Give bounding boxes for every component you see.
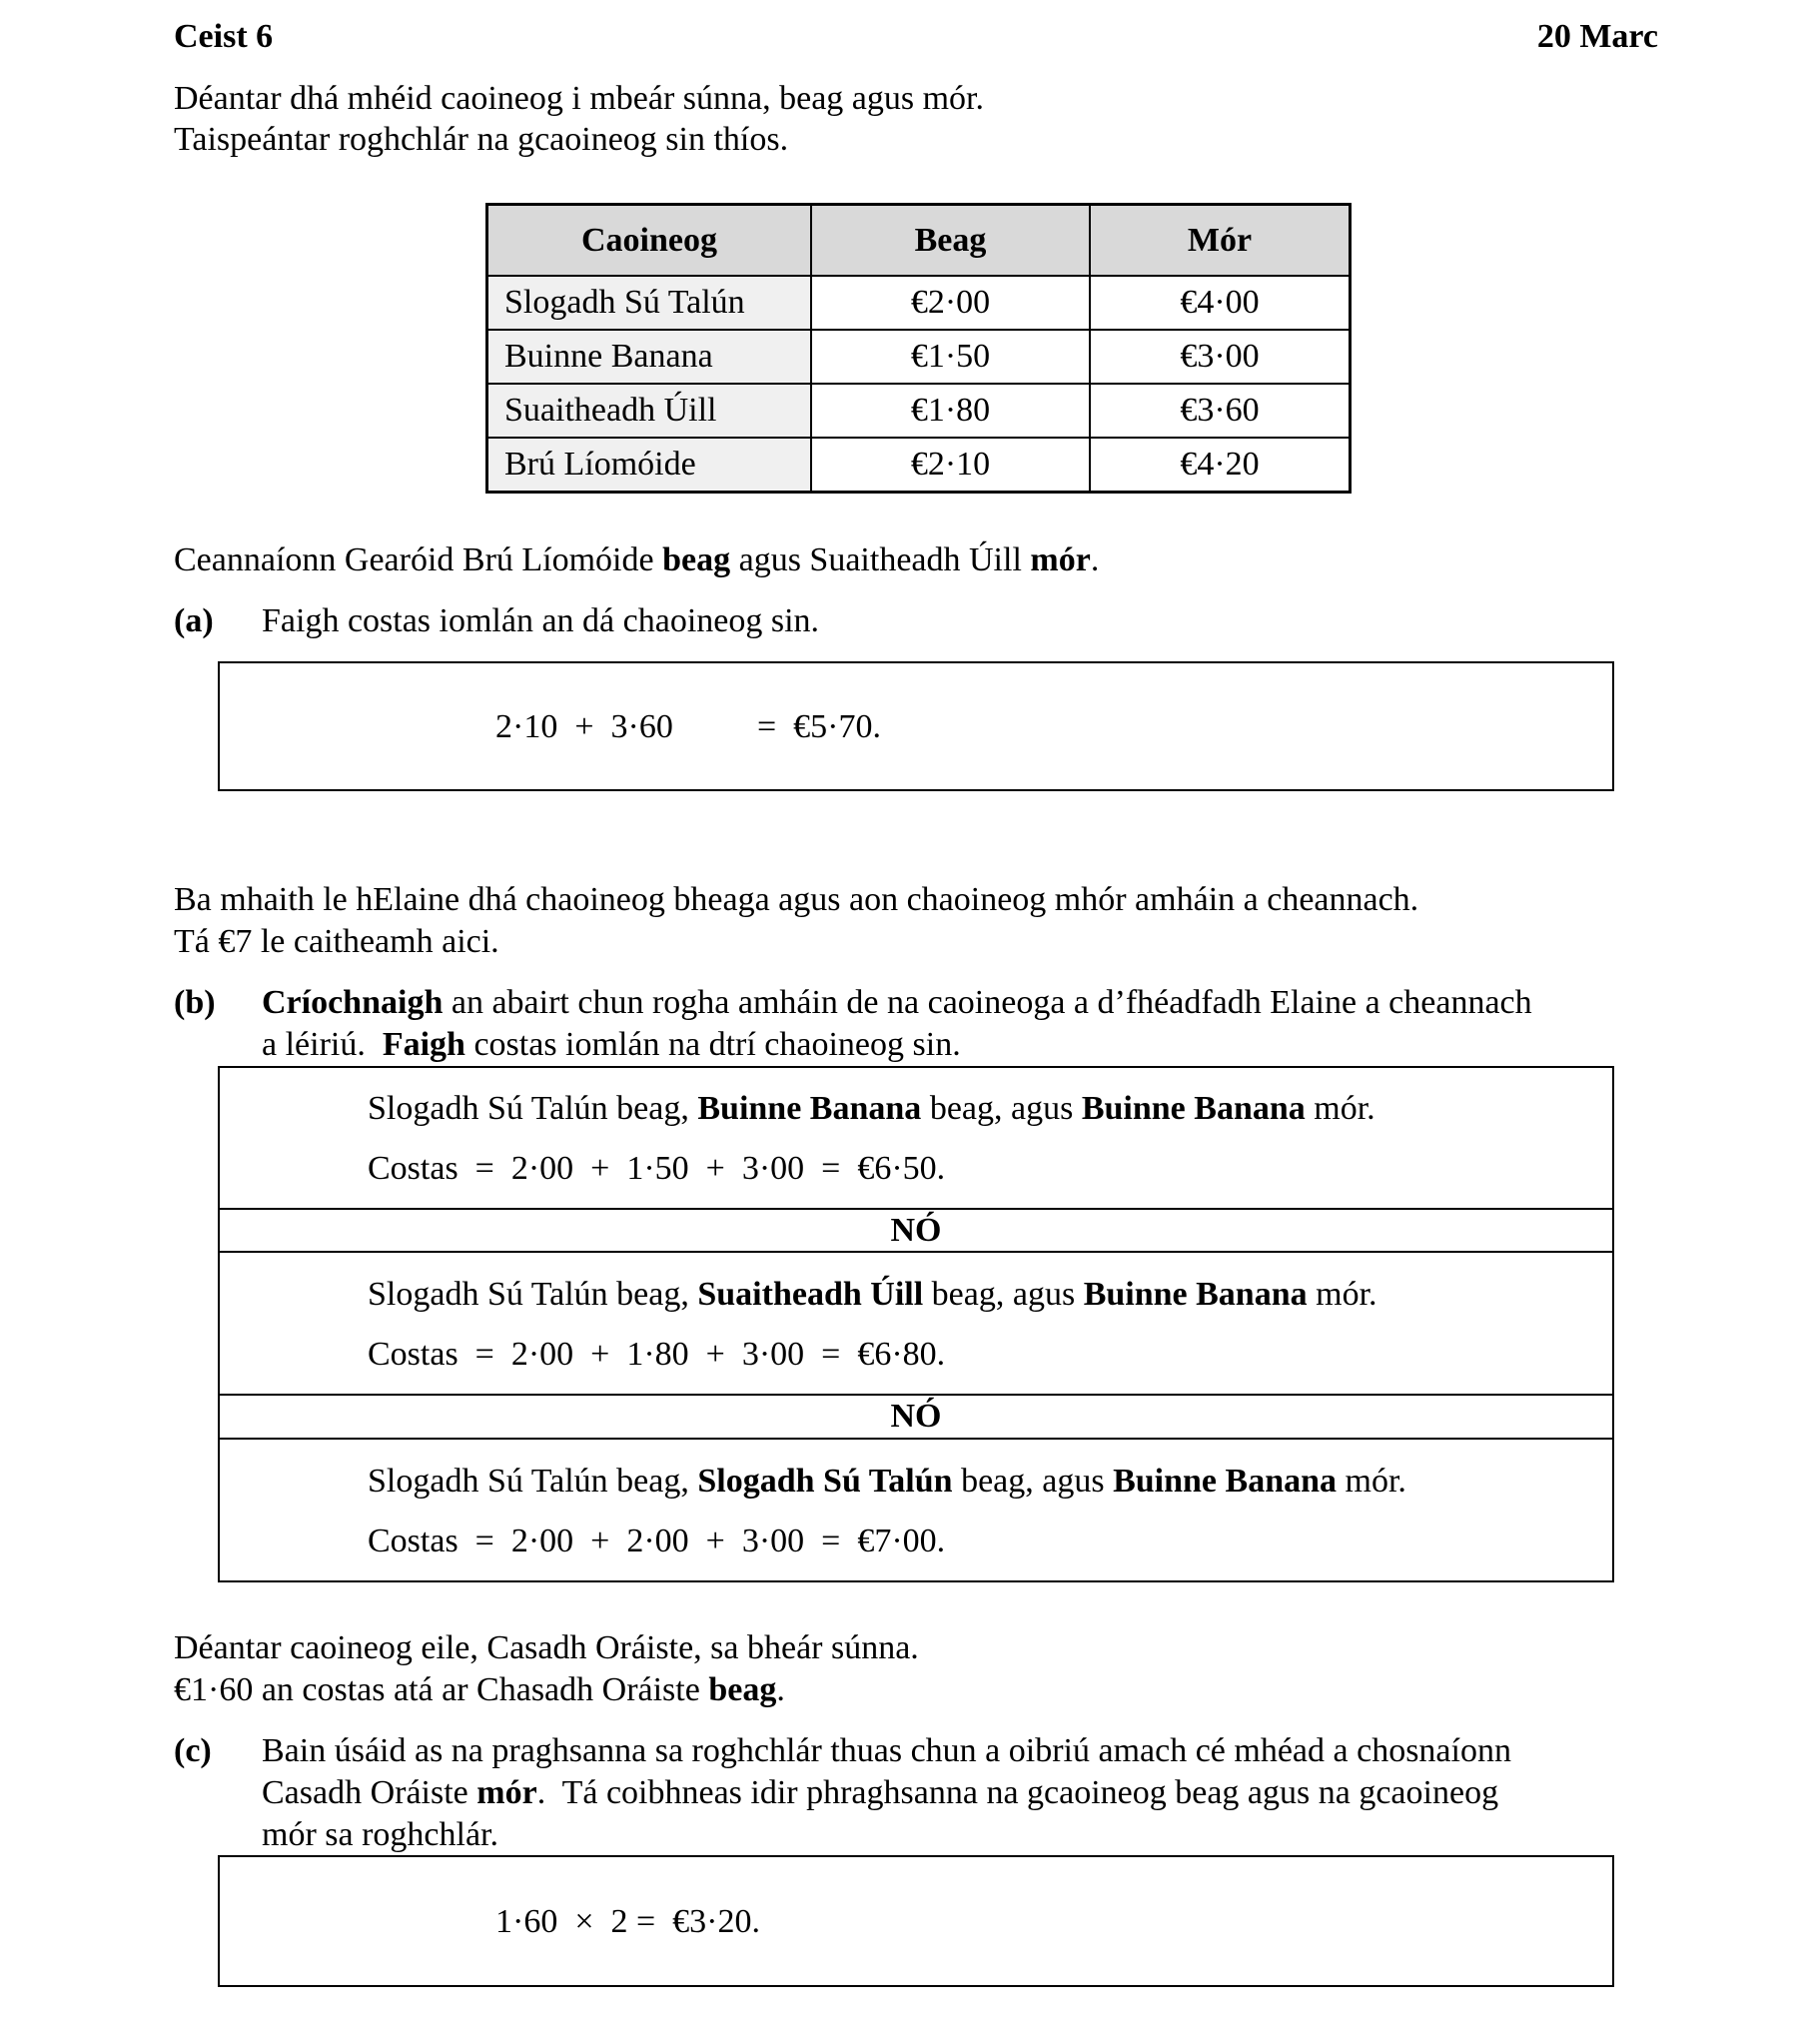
part-b-stem-line-2: Tá €7 le caitheamh aici.	[174, 923, 499, 960]
part-b-question-text: an abairt chun rogha amháin de na caoineoga a d’fhéadfadh Elaine a cheannach	[443, 984, 1532, 1021]
part-a-stem-text: agus Suaitheadh Úill	[730, 541, 1031, 578]
part-b-option-box	[218, 1066, 1614, 1210]
part-a-stem-text: .	[1090, 541, 1100, 578]
option-text: beag, agus	[952, 1463, 1114, 1500]
option-text: mór.	[1307, 1276, 1377, 1313]
part-b-question-bold: Faigh	[382, 1026, 465, 1063]
option-text: Slogadh Sú Talún beag,	[368, 1276, 698, 1313]
small-price: €1·80	[811, 384, 1090, 438]
part-b-option-cost: Costas = 2·00 + 1·50 + 3·00 = €6·50.	[368, 1150, 946, 1187]
option-bold: Buinne Banana	[1083, 1276, 1308, 1313]
part-a-stem-bold-large: mór	[1030, 541, 1091, 578]
part-b-stem-line-1: Ba mhaith le hElaine dhá chaoineog bheaga agus aon chaoineog mhór amháin a cheannach.	[174, 881, 1419, 918]
part-c-answer-box	[218, 1855, 1614, 1987]
column-header-small: Beag	[811, 205, 1090, 277]
table-row	[487, 330, 1351, 384]
part-b-option-box	[218, 1438, 1614, 1582]
large-price: €4·00	[1090, 276, 1351, 330]
part-b-option-cost: Costas = 2·00 + 2·00 + 3·00 = €7·00.	[368, 1523, 946, 1559]
part-b-option-box	[218, 1251, 1614, 1396]
part-a-stem-text: Ceannaíonn Gearóid Brú Líomóide	[174, 541, 663, 578]
part-b-option-cost: Costas = 2·00 + 1·80 + 3·00 = €6·80.	[368, 1336, 946, 1373]
part-c-stem-text: €1·60 an costas atá ar Chasadh Oráiste	[174, 1671, 709, 1708]
table-row	[487, 276, 1351, 330]
intro-line-2: Taispeántar roghchlár na gcaoineog sin thíos.	[174, 121, 789, 158]
part-a-answer-calc: 2·10 + 3·60	[495, 708, 673, 745]
table-row	[487, 384, 1351, 438]
or-separator: NÓ	[218, 1394, 1614, 1440]
part-c-question-line-2	[262, 1772, 1498, 1814]
table-row	[487, 438, 1351, 493]
part-c-answer: 1·60 × 2 = €3·20.	[495, 1903, 760, 1940]
option-text: Slogadh Sú Talún beag,	[368, 1090, 698, 1127]
part-c-question-line-3: mór sa roghchlár.	[262, 1816, 498, 1853]
option-bold: Suaitheadh Úill	[697, 1276, 924, 1313]
part-a-answer-box	[218, 661, 1614, 791]
part-b-question-bold: Críochnaigh	[262, 984, 444, 1021]
part-c-stem-bold: beag	[708, 1671, 777, 1708]
question-number: Ceist 6	[174, 18, 274, 55]
part-a-question: Faigh costas iomlán an dá chaoineog sin.	[262, 602, 820, 639]
smoothie-name: Slogadh Sú Talún	[487, 276, 812, 330]
part-c-question-line-1: Bain úsáid as na praghsanna sa roghchlár thuas chun a oibriú amach cé mhéad a chosnaíonn	[262, 1732, 1511, 1769]
large-price: €3·00	[1090, 330, 1351, 384]
intro-line-1: Déantar dhá mhéid caoineog i mbeár súnna, beag agus mór.	[174, 80, 985, 117]
part-b-label: (b)	[174, 984, 216, 1021]
smoothie-price-table	[485, 203, 1352, 494]
option-text: beag, agus	[923, 1276, 1084, 1313]
column-header-smoothie: Caoineog	[487, 205, 812, 277]
part-b-option-choice	[368, 1461, 1406, 1503]
part-b-question-line-2	[262, 1024, 961, 1066]
option-bold: Buinne Banana	[1113, 1463, 1338, 1500]
option-text: beag, agus	[921, 1090, 1082, 1127]
part-b-question-text: costas iomlán na dtrí chaoineog sin.	[464, 1026, 961, 1063]
part-c-question-text: . Tá coibhneas idir phraghsanna na gcaoineog beag agus na gcaoineog	[536, 1774, 1499, 1811]
option-text: Slogadh Sú Talún beag,	[368, 1463, 698, 1500]
part-c-question-text: Casadh Oráiste	[262, 1774, 477, 1811]
part-b-option-choice	[368, 1088, 1375, 1130]
part-a-stem	[174, 539, 1099, 581]
part-c-stem-text: .	[776, 1671, 785, 1708]
option-text: mór.	[1337, 1463, 1406, 1500]
option-bold: Slogadh Sú Talún	[697, 1463, 953, 1500]
smoothie-name: Suaitheadh Úill	[487, 384, 812, 438]
part-c-question-bold: mór	[476, 1774, 537, 1811]
small-price: €2·10	[811, 438, 1090, 493]
option-bold: Buinne Banana	[1081, 1090, 1306, 1127]
column-header-large: Mór	[1090, 205, 1351, 277]
option-text: mór.	[1305, 1090, 1375, 1127]
smoothie-name: Buinne Banana	[487, 330, 812, 384]
part-b-option-choice	[368, 1274, 1377, 1316]
smoothie-name: Brú Líomóide	[487, 438, 812, 493]
marks-label: 20 Marc	[1536, 18, 1658, 55]
part-c-stem-line-2	[174, 1669, 785, 1711]
part-c-label: (c)	[174, 1732, 212, 1769]
part-a-stem-bold-small: beag	[662, 541, 731, 578]
part-b-question-text: a léiriú.	[262, 1026, 383, 1063]
small-price: €1·50	[811, 330, 1090, 384]
part-a-label: (a)	[174, 602, 214, 639]
part-c-stem-line-1: Déantar caoineog eile, Casadh Oráiste, sa bheár súnna.	[174, 1629, 919, 1666]
small-price: €2·00	[811, 276, 1090, 330]
large-price: €4·20	[1090, 438, 1351, 493]
part-b-question-line-1	[262, 982, 1532, 1024]
part-a-answer-result: = €5·70.	[757, 708, 881, 745]
or-separator: NÓ	[218, 1208, 1614, 1253]
table-header-row	[487, 205, 1351, 277]
option-bold: Buinne Banana	[697, 1090, 922, 1127]
large-price: €3·60	[1090, 384, 1351, 438]
